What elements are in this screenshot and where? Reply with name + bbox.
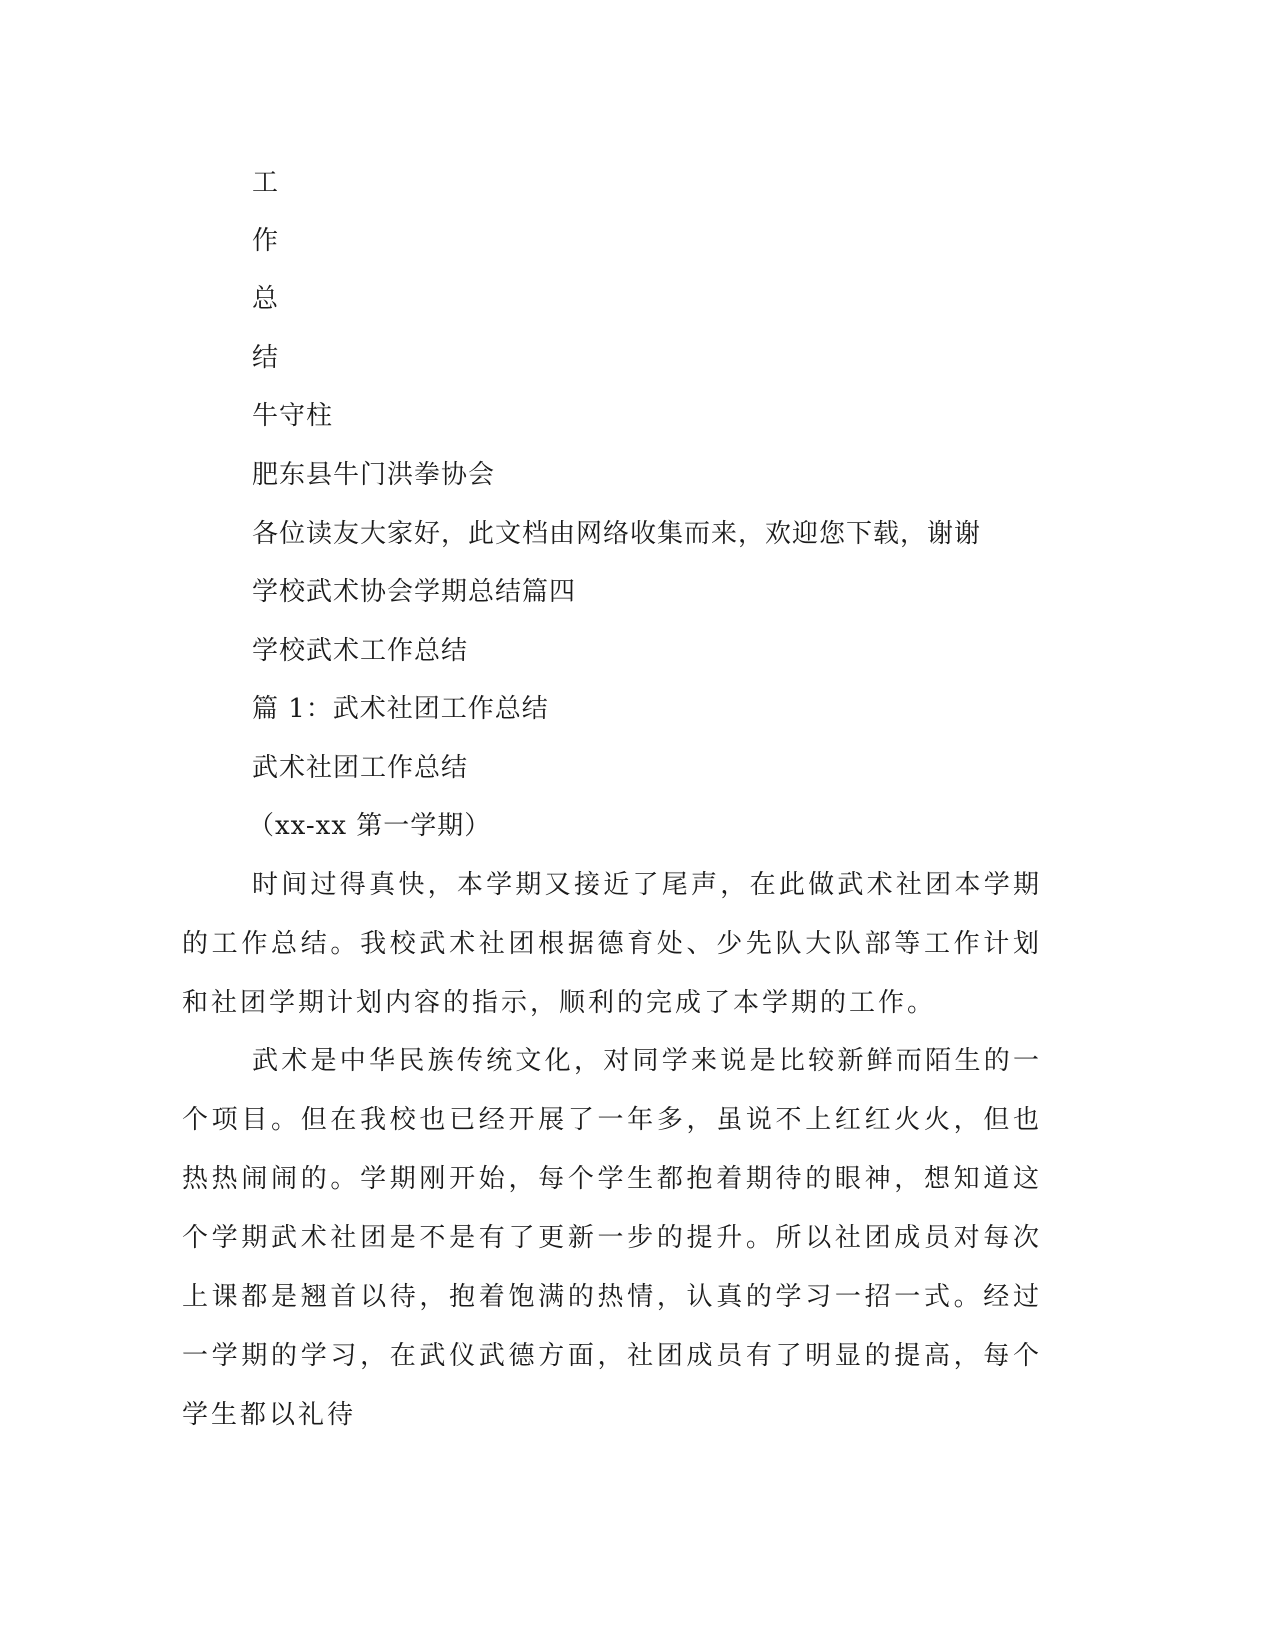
semester-label: （xx-xx 第一学期） [248, 811, 492, 841]
author-name: 牛守柱 [252, 401, 334, 431]
chapter-subtitle: 武术社团工作总结 [252, 753, 469, 783]
author-organization: 肥东县牛门洪拳协会 [252, 460, 496, 490]
heading-char-zong: 总 [252, 284, 280, 314]
section-title: 学校武术协会学期总结篇四 [252, 577, 577, 607]
intro-note: 各位读友大家好，此文档由网络收集而来，欢迎您下载，谢谢 [252, 519, 982, 549]
heading-char-zuo: 作 [252, 226, 280, 256]
body-paragraph: 武术是中华民族传统文化，对同学来说是比较新鲜而陌生的一个项目。但在我校也已经开展了一年多，虽说不上红红火火，但也热热闹闹的。学期刚开始，每个学生都抱着期待的眼神，想知道这个学期武术社团是不是有了更新一步的提升。所以社团成员对每次上课都是翘首以待，抱着饱满的热情，认真的学习一招一式。经过一学期的学习，在武仪武德方面，社团成员有了明显的提高，每个学生都以礼待 [182, 1046, 1042, 1430]
document-title: 学校武术工作总结 [252, 636, 469, 666]
body-paragraph: 时间过得真快，本学期又接近了尾声，在此做武术社团本学期的工作总结。我校武术社团根据德育处、少先队大队部等工作计划和社团学期计划内容的指示，顺利的完成了本学期的工作。 [182, 870, 1042, 1018]
heading-char-gong: 工 [252, 168, 280, 198]
chapter-title: 篇 1：武术社团工作总结 [252, 694, 549, 724]
heading-char-jie: 结 [252, 343, 280, 373]
